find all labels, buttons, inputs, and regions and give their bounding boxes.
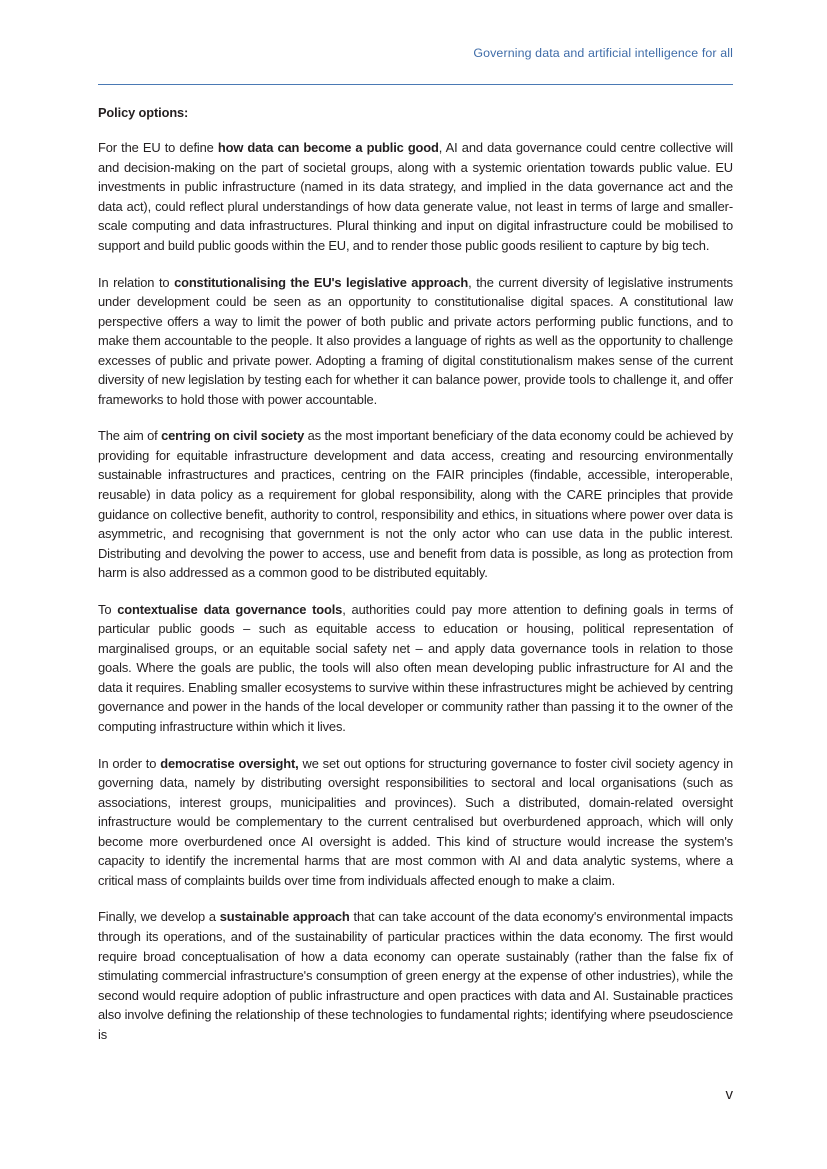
text-run: , authorities could pay more attention to defining goals in terms of particular public goods – such as equitable access to education or housing, political representation of marginalised groups, or an equitable social safety net – and apply data governance tools in relation to those goals. Where the goals are public, the tools will also often mean developing public infrastructure for AI and the data it requires. Enabling smaller ecosystems to survive within these infrastructures might be achieved by centring governance and power in the hands of the local developer or community rather than passing it to the owner of the computing infrastructure within which it lives.: [98, 601, 733, 735]
bold-lead-in: centring on civil society: [161, 428, 305, 444]
text-run: , the current diversity of legislative instruments under development could be seen as an opportunity to constitutionalise digital spaces. A constitutional law perspective offers a way to limit the power of both public and private actors performing public functions, and to make them accountable to the people. It also provides a language of rights as well as the opportunity to challenge excesses of public and private power. Adopting a framing of digital constitutionalism makes sense of the current diversity of new legislation by testing each for whether it can balance power, provide tools to challenge it, and offer frameworks to hold those with power accountable.: [98, 274, 733, 407]
paragraph-list: [98, 138, 733, 1044]
bold-lead-in: sustainable approach: [219, 909, 350, 925]
bold-lead-in: contextualise data governance tools: [117, 601, 343, 617]
bold-lead-in: democratise oversight,: [160, 755, 299, 771]
text-run: To: [98, 601, 118, 617]
paragraph-civil-society: [98, 426, 733, 582]
text-run: as the most important beneficiary of the data economy could be achieved by providing for equitable infrastructure development and data access, creating and resourcing environmentally sustainable infrastructures and practices, centring on the FAIR principles (findable, accessible, interoperable, reusable) in data policy as a requirement for global responsibility, along with the CARE principles that provide guidance on collective benefit, authority to control, responsibility and ethics, in situations where power over data is asymmetric, and recognising that government is not the only actor who can use data in the public interest. Distributing and devolving the power to access, use and benefit from data is possible, as long as protection from harm is also addressed as a common good to be distributed equitably.: [98, 428, 734, 581]
bold-lead-in: how data can become a public good: [217, 140, 439, 156]
header-rule: [98, 84, 733, 85]
text-run: that can take account of the data economy's environmental impacts through its operations, and of the sustainability of particular practices within the data economy. The first would require broad conceptualisation of how a data economy can operate sustainably (rather than the false fix of stimulating commercial infrastructure's consumption of green energy at the expense of other industries), while the second would require adoption of public infrastructure and open practices with data and AI. Sustainable practices also involve defining the relationship of these technologies to fundamental rights; identifying where pseudoscience is: [98, 909, 733, 1042]
section-heading-policy-options: Policy options:: [98, 105, 189, 120]
text-run: For the EU to define: [98, 140, 218, 156]
paragraph-governance-tools: [98, 600, 733, 737]
paragraph-sustainable-approach: [98, 907, 733, 1044]
paragraph-constitutionalising: [98, 273, 733, 410]
text-run: Finally, we develop a: [98, 909, 220, 925]
text-run: , AI and data governance could centre collective will and decision-making on the part of societal groups, along with a systemic orientation towards public value. EU investments in public infrastructure (named in its data strategy, and implied in the data governance act and the data act), could reflect plural understandings of how data generate value, not least in terms of large and smaller-scale computing and data infrastructures. Plural thinking and input on digital infrastructure could be mobilised to support and build public goods within the EU, and to render those public goods resilient to capture by big tech.: [98, 140, 733, 253]
text-run: The aim of: [98, 428, 162, 444]
text-run: In order to: [98, 755, 161, 771]
paragraph-public-good: [98, 138, 733, 255]
paragraph-democratise-oversight: [98, 754, 733, 891]
running-head: Governing data and artificial intelligence for all: [473, 46, 733, 60]
body-text-column: [98, 104, 733, 1044]
page-number: v: [725, 1086, 733, 1103]
bold-lead-in: constitutionalising the EU's legislative approach: [174, 274, 469, 290]
text-run: In relation to: [98, 274, 175, 290]
text-run: we set out options for structuring governance to foster civil society agency in governing data, namely by distributing oversight responsibilities to sectoral and local organisations (such as associations, interest groups, municipalities and provinces). Such a distributed, domain-related oversight infrastructure would be complementary to the current centralised but overburdened approach, which will only become more overburdened once AI oversight is added. This kind of structure would increase the system's capacity to identify the incremental harms that are most common with AI and data analytic systems, where a critical mass of complaints builds over time from individuals affected enough to make a claim.: [98, 755, 734, 888]
